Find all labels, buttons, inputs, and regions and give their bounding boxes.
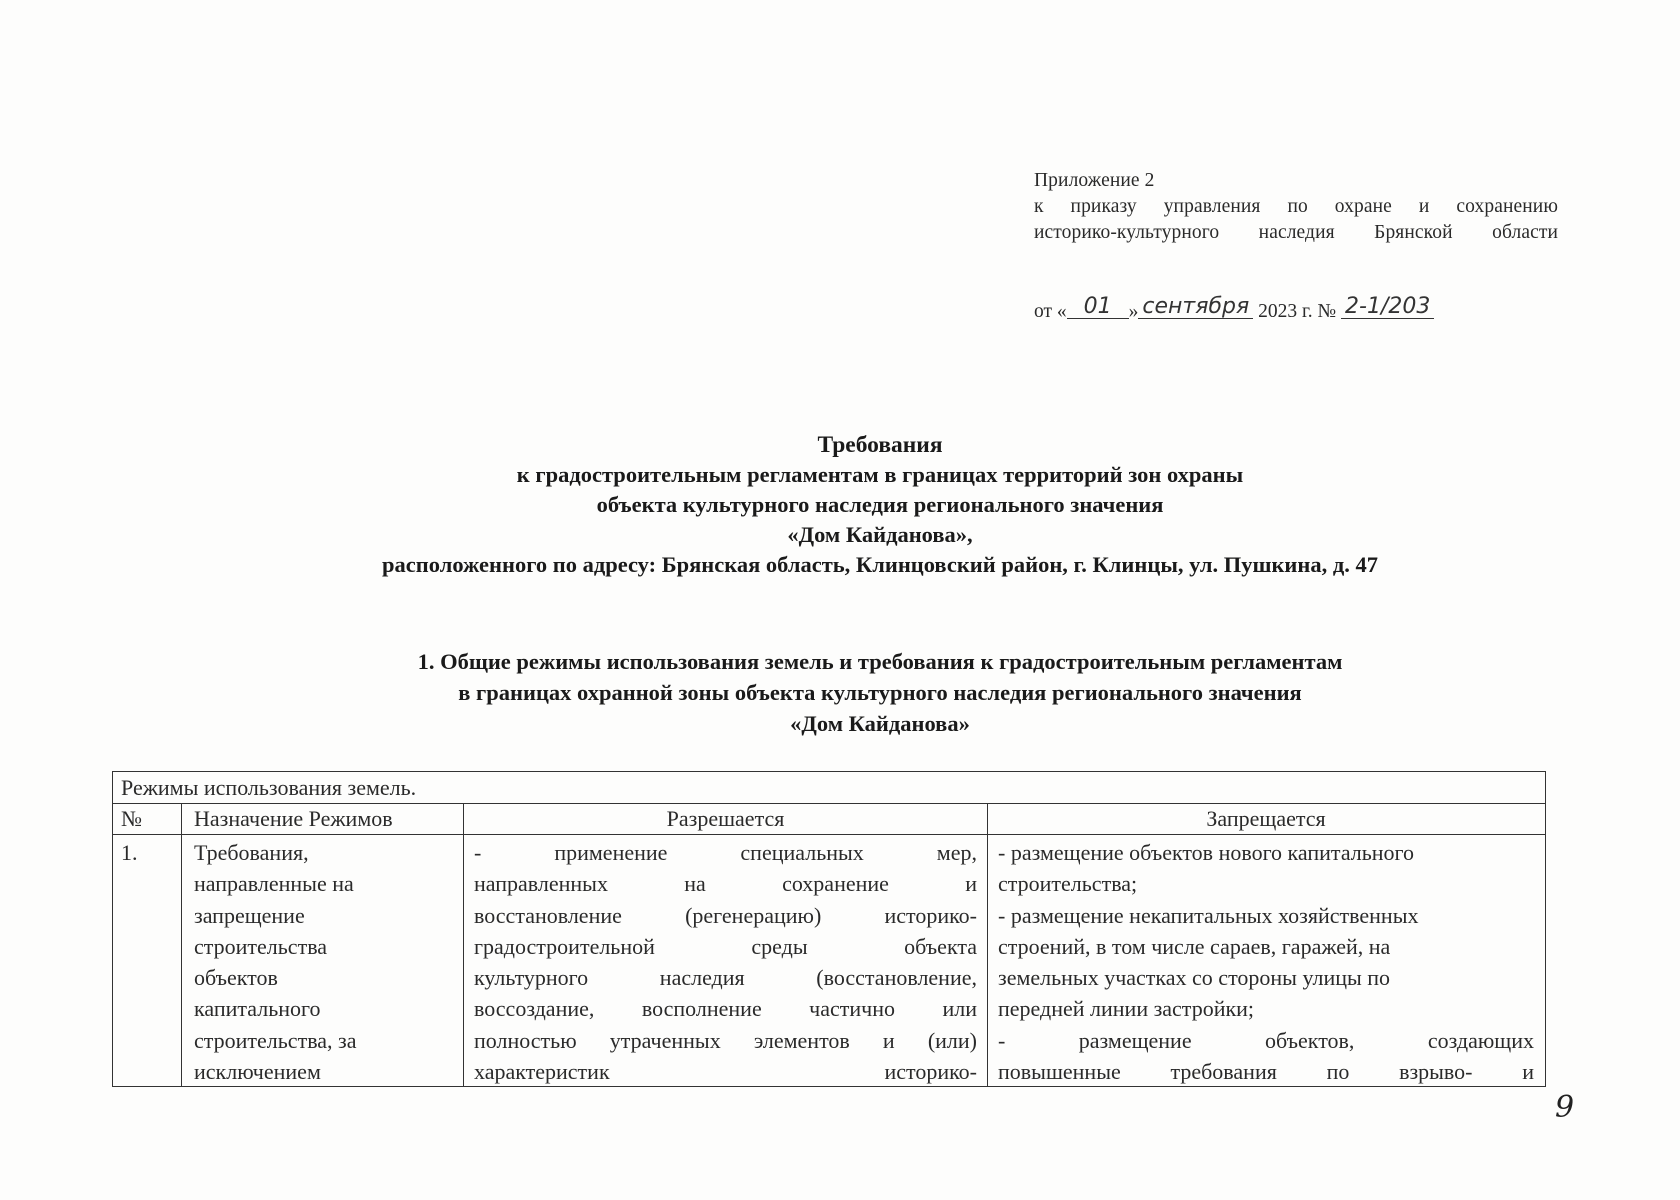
- order-prefix: от «: [1034, 301, 1067, 322]
- prohibited-line: - размещение объектов нового капитального: [998, 840, 1415, 865]
- appendix-header: [1034, 168, 1558, 246]
- purpose-line: строительства: [194, 933, 328, 959]
- order-day-handwritten: 01: [1067, 296, 1129, 319]
- purpose-line: исключением: [194, 1059, 321, 1085]
- purpose-line: объектов: [194, 965, 278, 991]
- section-line-2: в границах охранной зоны объекта культурного наследия регионального значения: [458, 680, 1302, 705]
- purpose-line: строительства, за: [194, 1027, 357, 1053]
- purpose-line: запрещение: [194, 902, 305, 928]
- header-prohibited: Запрещается: [987, 804, 1544, 834]
- order-date-line: [1034, 294, 1434, 323]
- allowed-line: направленных на сохранение и: [474, 871, 977, 897]
- row-allowed: [463, 835, 987, 1086]
- prohibited-line: земельных участках со стороны улицы по: [998, 965, 1391, 991]
- allowed-line: - применение специальных мер,: [474, 840, 977, 865]
- prohibited-line: - размещение объектов, создающих: [998, 1027, 1534, 1053]
- order-sep: »: [1128, 301, 1139, 322]
- row-prohibited: [987, 835, 1544, 1086]
- appendix-number: Приложение 2: [1034, 170, 1155, 191]
- purpose-line: Требования,: [194, 840, 309, 865]
- header-allowed: Разрешается: [463, 804, 987, 834]
- allowed-line: культурного наследия (восстановление,: [474, 965, 977, 991]
- page-number-handwritten: 9: [1555, 1090, 1575, 1125]
- allowed-line: характеристик историко-: [474, 1059, 977, 1085]
- order-number-handwritten: 2-1/203: [1341, 296, 1434, 319]
- purpose-line: капитального: [194, 996, 321, 1022]
- header-purpose: Назначение Режимов: [181, 804, 463, 834]
- allowed-line: воссоздание, восполнение частично или: [474, 996, 977, 1022]
- section-line-3: «Дом Кайданова»: [790, 711, 970, 736]
- allowed-line: градостроительной среды объекта: [474, 933, 977, 959]
- document-title: [100, 430, 1660, 580]
- purpose-line: направленные на: [194, 871, 354, 897]
- title-line-4: «Дом Кайданова»,: [787, 522, 973, 547]
- prohibited-line: - размещение некапитальных хозяйственных: [998, 902, 1419, 928]
- order-month-handwritten: сентября: [1138, 296, 1253, 319]
- order-year: 2023 г. №: [1258, 301, 1337, 322]
- prohibited-line: повышенные требования по взрыво- и: [998, 1059, 1534, 1085]
- row-number: 1.: [121, 840, 138, 865]
- allowed-line: полностью утраченных элементов и (или): [474, 1027, 977, 1053]
- prohibited-line: строений, в том числе сараев, гаражей, на: [998, 933, 1391, 959]
- table-caption: Режимы использования земель.: [113, 772, 1545, 804]
- appendix-order-ref: к приказу управления по охране и сохранению: [1034, 196, 1558, 217]
- allowed-line: восстановление (регенерацию) историко-: [474, 902, 977, 928]
- appendix-authority: историко-культурного наследия Брянской области: [1034, 222, 1558, 243]
- prohibited-line: строительства;: [998, 871, 1138, 897]
- header-number: №: [121, 806, 142, 831]
- prohibited-line: передней линии застройки;: [998, 996, 1255, 1022]
- title-line-3: объекта культурного наследия регионального значения: [596, 492, 1164, 517]
- row-purpose: [181, 835, 463, 1086]
- title-line-5: расположенного по адресу: Брянская область, Клинцовский район, г. Клинцы, ул. Пушкина, д. 47: [382, 552, 1378, 577]
- table-row: [113, 835, 1545, 1086]
- title-line-2: к градостроительным регламентам в границах территорий зон охраны: [516, 462, 1244, 487]
- title-line-1: Требования: [817, 432, 943, 458]
- section-line-1: 1. Общие режимы использования земель и требования к градостроительным регламентам: [417, 649, 1343, 674]
- land-use-table: [112, 771, 1546, 1087]
- section-heading: [100, 646, 1660, 739]
- table-header-row: [113, 804, 1545, 835]
